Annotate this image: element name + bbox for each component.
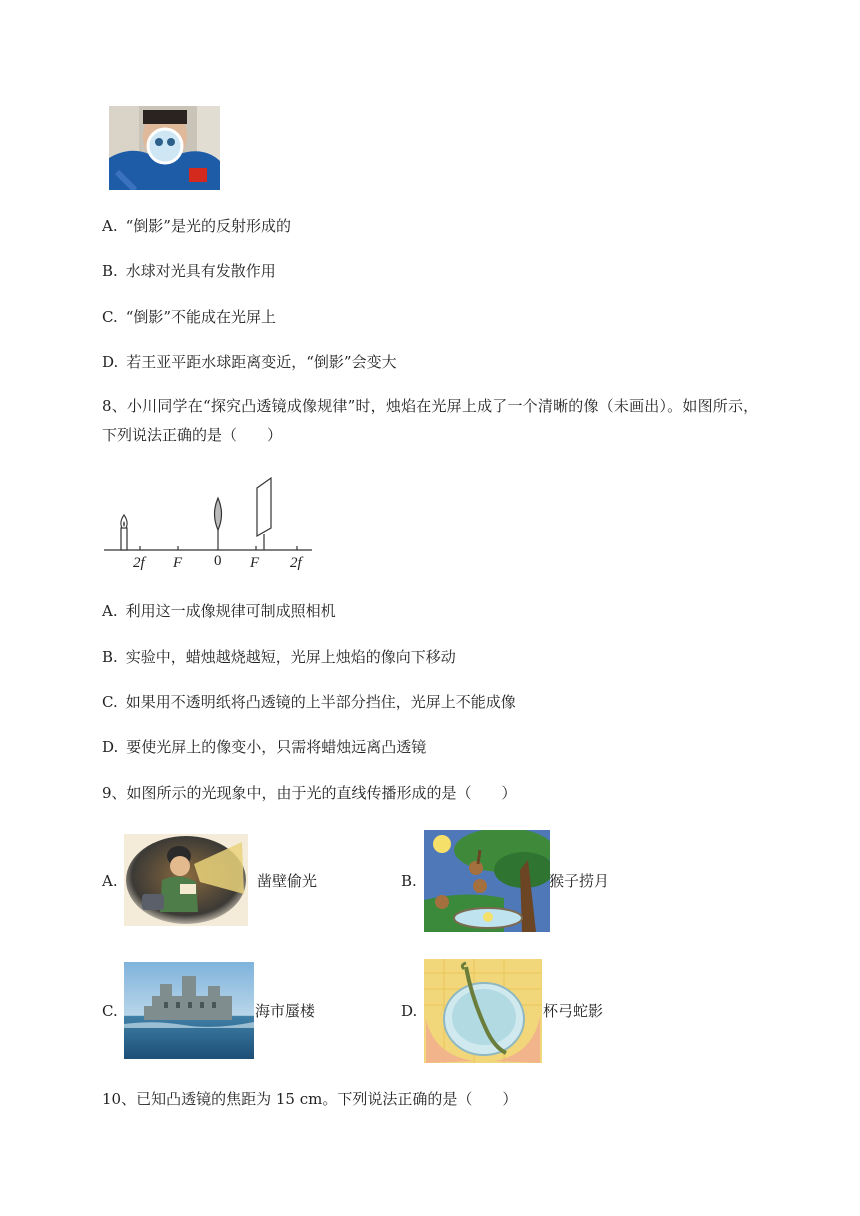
- option-text: 要使光屏上的像变小，只需将蜡烛远离凸透镜: [126, 738, 427, 756]
- q8-stem-line1: 8、小川同学在“探究凸透镜成像规律”时，烛焰在光屏上成了一个清晰的像（未画出）。如图所示，: [102, 397, 759, 415]
- q8-option-b[interactable]: [102, 647, 456, 667]
- option-text: “倒影”不能成在光屏上: [125, 308, 277, 326]
- option-text: 实验中，蜡烛越烧越短，光屏上烛焰的像向下移动: [125, 648, 456, 666]
- q8-stem-line2: 下列说法正确的是（ ）: [102, 426, 283, 444]
- option-letter: B.: [102, 648, 118, 666]
- q8-option-a[interactable]: [102, 601, 336, 621]
- option-letter: D.: [102, 738, 119, 756]
- astronaut-water-ball-photo: [109, 106, 220, 190]
- chisel-wall-light-image: [124, 834, 248, 926]
- light-screen-icon: [257, 478, 271, 550]
- mirage-image: [124, 962, 254, 1059]
- q9-option-d-letter[interactable]: D.: [401, 1002, 418, 1020]
- tick-label-left-f: F: [173, 555, 183, 571]
- option-letter: C.: [102, 308, 118, 326]
- candle-icon: [121, 515, 127, 550]
- option-text: 若王亚平距水球距离变近，“倒影”会变大: [126, 353, 397, 371]
- q9-option-d-caption: 杯弓蛇影: [543, 1002, 604, 1020]
- option-text: 利用这一成像规律可制成照相机: [125, 602, 336, 620]
- q9-option-a-letter[interactable]: A.: [102, 872, 118, 890]
- option-letter: A.: [102, 602, 118, 620]
- q7-option-d[interactable]: [102, 352, 397, 372]
- option-text: “倒影”是光的反射形成的: [125, 217, 291, 235]
- tick-label-left-2f: 2f: [133, 555, 145, 571]
- bow-snake-cup-image: [424, 959, 542, 1063]
- q8-option-d[interactable]: [102, 737, 426, 757]
- q7-option-b[interactable]: [102, 261, 276, 281]
- option-text: 水球对光具有发散作用: [125, 262, 276, 280]
- q9-option-a-caption: 凿壁偷光: [257, 872, 318, 890]
- q7-option-a[interactable]: [102, 216, 291, 236]
- option-text: 如果用不透明纸将凸透镜的上半部分挡住，光屏上不能成像: [125, 693, 516, 711]
- tick-label-right-2f: 2f: [290, 555, 302, 571]
- q9-stem: 9、如图所示的光现象中，由于光的直线传播形成的是（ ）: [102, 784, 517, 802]
- q9-option-b-letter[interactable]: B.: [401, 872, 417, 890]
- q9-option-c-letter[interactable]: C.: [102, 1002, 118, 1020]
- option-letter: D.: [102, 353, 119, 371]
- monkeys-scooping-moon-image: [424, 830, 550, 932]
- q10-stem: 10、已知凸透镜的焦距为 15 cm。下列说法正确的是（ ）: [102, 1090, 518, 1108]
- q7-option-c[interactable]: [102, 307, 276, 327]
- option-letter: B.: [102, 262, 118, 280]
- tick-label-origin: 0: [214, 553, 222, 569]
- convex-lens-icon: [215, 498, 222, 550]
- convex-lens-diagram: [100, 474, 320, 574]
- q8-option-c[interactable]: [102, 692, 516, 712]
- option-letter: A.: [102, 217, 118, 235]
- q9-option-b-caption: 猴子捞月: [549, 872, 610, 890]
- tick-label-right-f: F: [250, 555, 260, 571]
- q9-option-c-caption: 海市蜃楼: [255, 1002, 316, 1020]
- option-letter: C.: [102, 693, 118, 711]
